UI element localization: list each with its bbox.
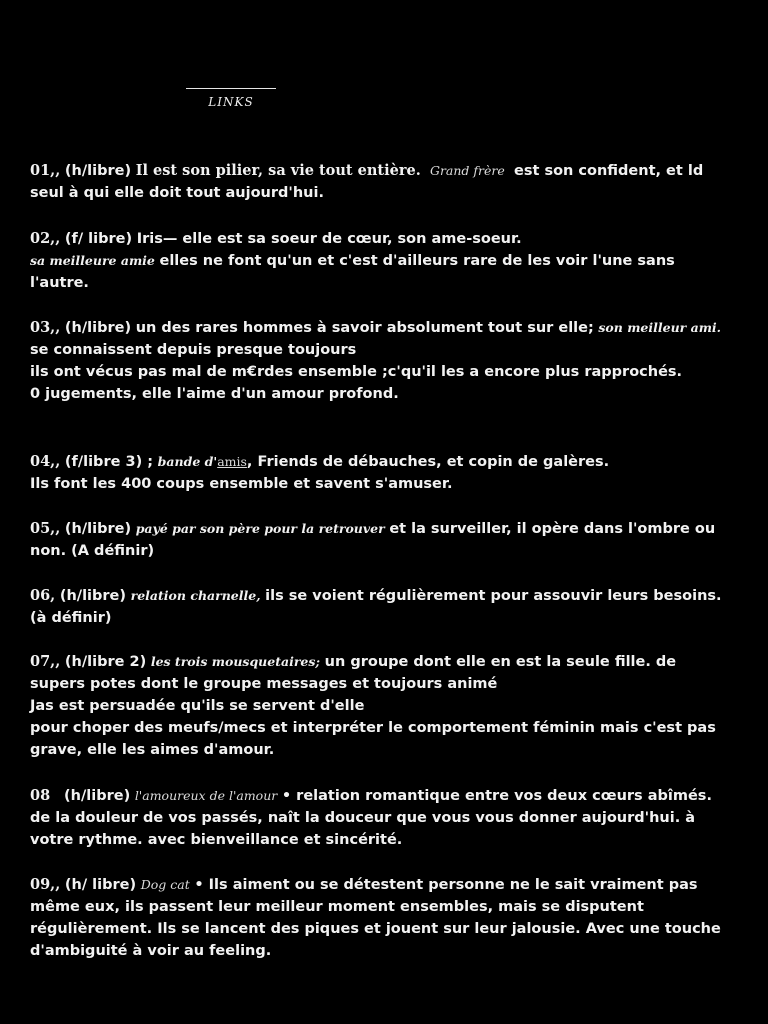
link-entry-05 — [30, 518, 735, 562]
entry-number: 06, — [30, 587, 56, 604]
entry-text: Iris— elle est sa soeur de cœur, son ame-soeur. — [136, 231, 522, 247]
link-entry-08 — [30, 785, 735, 851]
entry-tag: (h/libre) — [64, 521, 132, 537]
entry-text: un groupe dont elle en est la seule fille. de supers potes dont le groupe messages et toujours animé — [30, 654, 677, 692]
entry-line-2: se connaissent depuis presque toujours — [30, 342, 357, 358]
link-entry-04 — [30, 451, 609, 495]
entry-tag: (h/libre) — [59, 588, 127, 604]
entry-relation-label: son meilleur ami. — [598, 320, 722, 335]
entry-relation-label: Dog cat — [140, 877, 190, 892]
entry-relation-label: payé par son père pour la retrouver — [135, 521, 385, 536]
entry-relation-label: Grand frère — [429, 163, 505, 178]
entry-relation-label: l'amoureux de l'amour — [134, 788, 278, 803]
entry-number: 03,, — [30, 319, 61, 336]
header-divider — [186, 88, 276, 89]
page-title: LINKS — [208, 95, 254, 109]
entry-text: • relation romantique entre vos deux cœurs abîmés. de la douleur de vos passés, naît la douceur que vous vous donner aujourd'hui. à votre rythme. avec bienveillance et sincérité. — [30, 788, 712, 848]
entry-text: un des rares hommes à savoir absolument tout sur elle; — [135, 320, 594, 336]
entry-tag: (f/ libre) — [64, 231, 133, 247]
link-entry-03 — [30, 317, 721, 405]
entry-number: 05,, — [30, 520, 61, 537]
entry-tag: (h/libre) — [64, 788, 131, 804]
entry-line-2: Jas est persuadée qu'ils se servent d'elle — [30, 698, 365, 714]
entry-text: ils se voient régulièrement pour assouvir leurs besoins. (à définir) — [30, 588, 722, 626]
entry-tag: (h/libre 2) — [64, 654, 147, 670]
entry-line-3: ils ont vécus pas mal de m€rdes ensemble ;c'qu'il les a encore plus rapprochés. — [30, 364, 683, 380]
entry-text-continued: est son confident, et ld seul à qui elle doit tout aujourd'hui. — [30, 163, 704, 201]
entry-number: 04,, — [30, 453, 61, 470]
entry-line-2: Ils font les 400 coups ensemble et savent s'amuser. — [30, 476, 453, 492]
entry-tag: (h/libre) — [64, 163, 132, 179]
entry-number: 01,, — [30, 162, 61, 179]
link-entry-06 — [30, 585, 735, 629]
entry-relation-label: les trois mousquetaires; — [150, 654, 321, 669]
entry-line-3: pour choper des meufs/mecs et interpréter le comportement féminin mais c'est pas grave, elle les aimes d'amour. — [30, 720, 716, 758]
entry-relation-underlined: amis — [217, 454, 247, 469]
entry-number: 08 — [30, 787, 51, 804]
entry-line-4: 0 jugements, elle l'aime d'un amour profond. — [30, 386, 399, 402]
entry-text: • Ils aiment ou se détestent personne ne le sait vraiment pas même eux, ils passent leur meilleur moment ensembles, mais se disputent régulièrement. Ils se lancent des piques et jouent sur leur jalousie. Avec une touche d'ambiguité à voir au feeling. — [30, 877, 721, 959]
entry-number: 07,, — [30, 653, 61, 670]
link-entry-02 — [30, 228, 735, 294]
entry-number: 02,, — [30, 230, 61, 247]
entry-tag: (h/libre) — [64, 320, 132, 336]
link-entry-09 — [30, 874, 735, 962]
links-header — [186, 80, 276, 109]
entry-relation-label: sa meilleure amie — [30, 253, 155, 268]
entry-tag: (h/ libre) — [64, 877, 137, 893]
entry-text: , Friends de débauches, et copin de galères. — [246, 454, 610, 470]
entry-text: Il est son pilier, sa vie tout entière. — [135, 162, 421, 179]
entry-tag: (f/libre 3) ; — [64, 454, 154, 470]
entry-relation-label: relation charnelle, — [130, 588, 261, 603]
entry-number: 09,, — [30, 876, 61, 893]
link-entry-07 — [30, 651, 735, 761]
entry-text: et la surveiller, il opère dans l'ombre ou non. (A définir) — [30, 521, 716, 559]
link-entry-01 — [30, 160, 735, 204]
entry-relation-label: bande d' — [157, 454, 218, 469]
entry-text-continued: elles ne font qu'un et c'est d'ailleurs rare de les voir l'une sans l'autre. — [30, 253, 675, 291]
